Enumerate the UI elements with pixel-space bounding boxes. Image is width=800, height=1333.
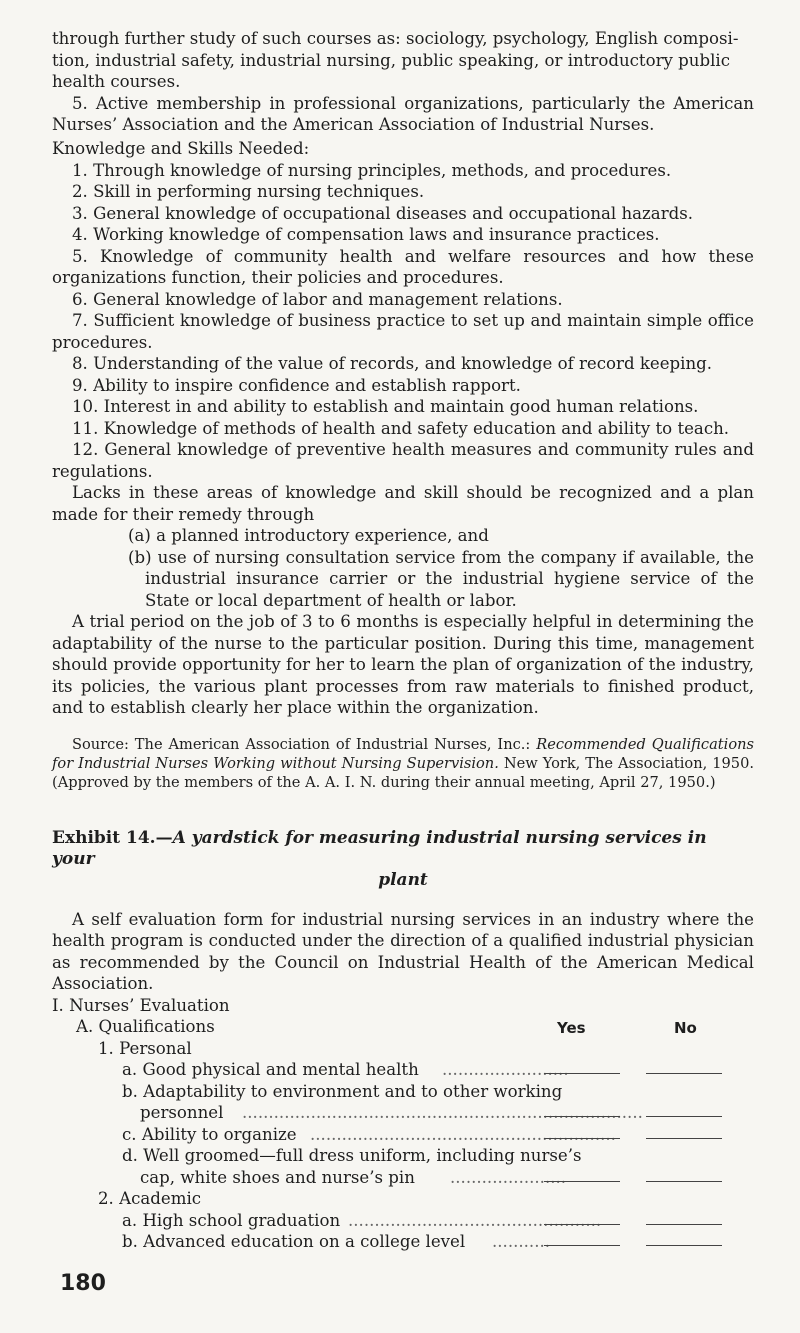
knowledge-item: 5. Knowledge of community health and welfare resources and how these organizations function, their policies and procedures. <box>52 246 754 287</box>
form-section: I. Nurses’ Evaluation <box>52 995 230 1015</box>
knowledge-item: 8. Understanding of the value of records, and knowledge of record keeping. <box>72 354 713 373</box>
self-evaluation-paragraph: A self evaluation form for industrial nursing services in an industry where the health program is conducted under the direction of a qualified industrial physician as recommended by the Council on Industrial Health of the American Medical Association. <box>52 909 754 993</box>
knowledge-item: 2. Skill in performing nursing techniques. <box>72 182 425 201</box>
source-title: Recommended Qualifications for Industrial Nurses Working without Nursing Supervision. <box>52 735 754 772</box>
form-item-label: d. Well groomed—full dress uniform, including nurse’s <box>122 1146 582 1165</box>
exhibit-label: Exhibit 14.— <box>52 827 173 848</box>
lacks-sub-item: (a) a planned introductory experience, and <box>128 526 489 545</box>
lacks-sub-item: (b) use of nursing consultation service from the company if available, the industrial insurance carrier or the industrial hygiene service of the State or local department of health or labor. <box>128 547 754 610</box>
dot-leader: .......................................................... <box>310 1124 616 1144</box>
form-item-label: c. Ability to organize <box>122 1124 297 1144</box>
form-group-academic: 2. Academic <box>98 1189 202 1208</box>
intro-line: tion, industrial safety, industrial nursing, public speaking, or introductory public <box>52 50 731 70</box>
dot-leader: ........... <box>492 1232 551 1251</box>
dot-leader: ................................................ <box>348 1210 602 1230</box>
dot-leader: ............................................................................ <box>242 1103 643 1122</box>
no-answer-blank[interactable] <box>646 1102 722 1117</box>
knowledge-item: 4. Working knowledge of compensation laws and insurance practices. <box>72 225 660 244</box>
no-column-header: No <box>674 1019 697 1037</box>
knowledge-item: 9. Ability to inspire confidence and establish rapport. <box>72 375 521 395</box>
yes-answer-blank[interactable] <box>544 1124 620 1139</box>
form-group-personal: 1. Personal <box>98 1038 192 1058</box>
form-item-label: b. Advanced education on a college level <box>122 1232 466 1251</box>
no-answer-blank[interactable] <box>646 1231 722 1246</box>
membership-item: 5. Active membership in professional organizations, particularly the American Nurses’ Association and the American Association of Industrial Nurses. <box>52 93 754 134</box>
yes-answer-blank[interactable] <box>544 1210 620 1225</box>
knowledge-item: 1. Through knowledge of nursing principles, methods, and procedures. <box>72 160 672 180</box>
yes-column-header: Yes <box>557 1019 586 1037</box>
dot-leader: ........................ <box>442 1060 569 1079</box>
form-item-label: b. Adaptability to environment and to other working <box>122 1081 563 1101</box>
knowledge-item: 3. General knowledge of occupational diseases and occupational hazards. <box>72 203 694 223</box>
form-item-label: cap, white shoes and nurse’s pin <box>140 1167 415 1187</box>
evaluation-form <box>52 995 754 1253</box>
page-number: 180 <box>60 1271 106 1296</box>
intro-line: through further study of such courses as: sociology, psychology, English composi- <box>52 29 739 48</box>
yes-answer-blank[interactable] <box>544 1059 620 1074</box>
source-text: The American Association of Industrial Nurses, Inc.: <box>128 735 537 753</box>
no-answer-blank[interactable] <box>646 1124 722 1139</box>
knowledge-heading: Knowledge and Skills Needed: <box>52 138 310 158</box>
exhibit-title-line1: A yardstick for measuring industrial nursing services in your <box>52 827 707 869</box>
form-subsection: A. Qualifications <box>76 1017 215 1036</box>
form-item-label: a. High school graduation <box>122 1210 341 1230</box>
yes-answer-blank[interactable] <box>544 1167 620 1182</box>
form-item-label: personnel <box>140 1103 224 1122</box>
source-citation <box>52 735 754 792</box>
knowledge-item: 7. Sufficient knowledge of business practice to set up and maintain simple office procedures. <box>52 311 754 352</box>
intro-line: health courses. <box>52 72 181 91</box>
yes-answer-blank[interactable] <box>544 1231 620 1246</box>
knowledge-item: 11. Knowledge of methods of health and safety education and ability to teach. <box>72 418 730 438</box>
knowledge-item: 10. Interest in and ability to establish and maintain good human relations. <box>72 397 699 416</box>
dot-leader: ...................... <box>450 1167 567 1187</box>
knowledge-item: 12. General knowledge of preventive health measures and community rules and regulations. <box>52 440 754 481</box>
form-item-label: a. Good physical and mental health <box>122 1060 419 1079</box>
exhibit-title <box>52 828 754 891</box>
exhibit-title-line2: plant <box>378 869 428 890</box>
source-text-end: New York, The Association, 1950. (Approved by the members of the A. A. I. N. during their annual meeting, April 27, 1950.) <box>52 754 755 791</box>
knowledge-item: 6. General knowledge of labor and management relations. <box>72 289 563 309</box>
trial-period-paragraph: A trial period on the job of 3 to 6 months is especially helpful in determining the adaptability of the nurse to the particular position. During this time, management should provide opportunity for her to learn the plan of organization of the industry, its policies, the various plant processes from raw materials to finished product, and to establish clearly her place within the organization. <box>52 612 754 717</box>
no-answer-blank[interactable] <box>646 1210 722 1225</box>
source-label: Source: <box>72 735 129 753</box>
lacks-paragraph: Lacks in these areas of knowledge and skill should be recognized and a plan made for their remedy through <box>52 483 754 524</box>
no-answer-blank[interactable] <box>646 1059 722 1074</box>
no-answer-blank[interactable] <box>646 1167 722 1182</box>
yes-answer-blank[interactable] <box>544 1102 620 1117</box>
